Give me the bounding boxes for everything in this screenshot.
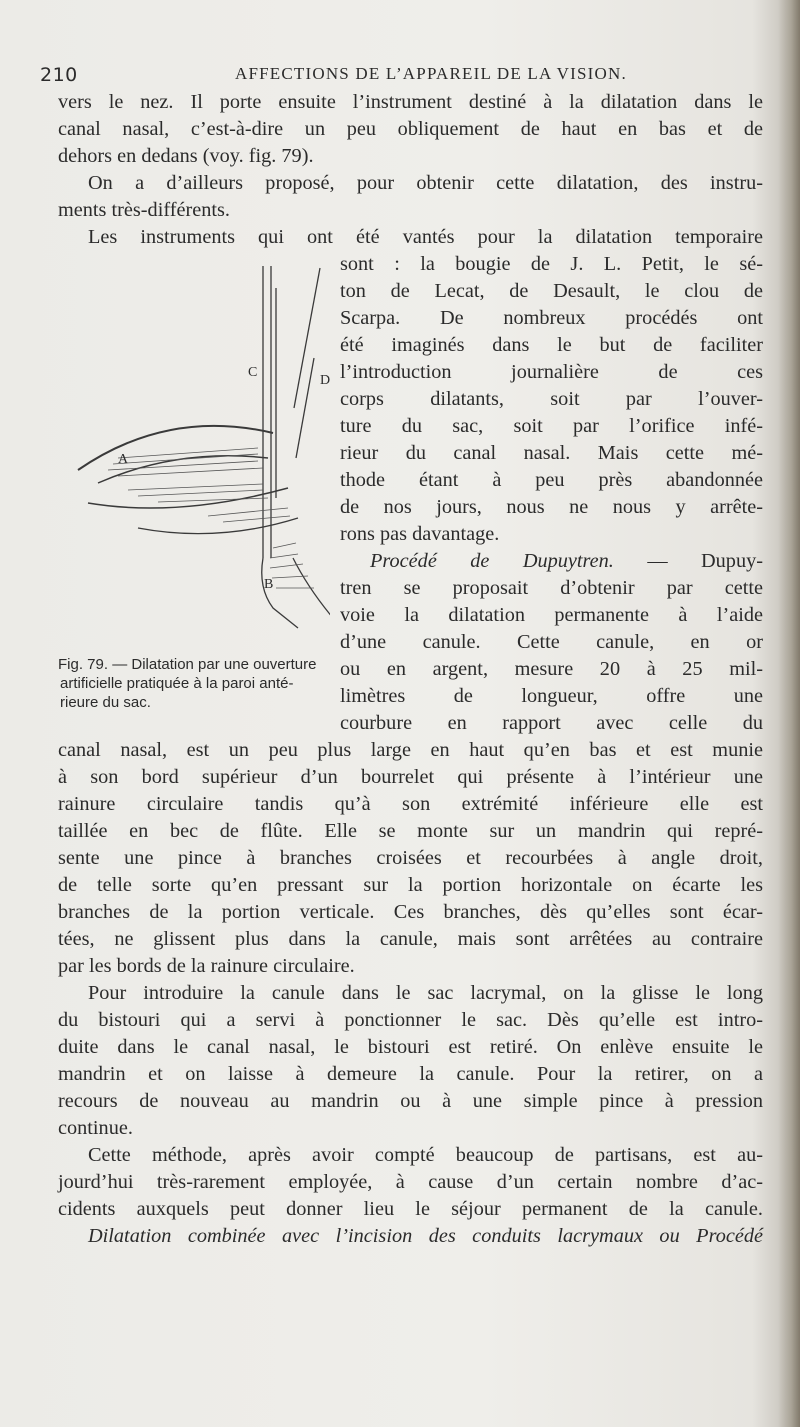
- text-line: Cette méthode, après avoir compté beaucoup de partisans, est au-: [88, 1144, 763, 1166]
- text-line: recours de nouveau au mandrin ou à une simple pince à pression: [58, 1090, 763, 1112]
- text-line: ou en argent, mesure 20 à 25 mil-: [340, 658, 763, 680]
- instrument-d: [294, 268, 320, 408]
- text-line: ton de Lecat, de Desault, le clou de: [340, 280, 763, 302]
- text-line: ture du sac, soit par l’orifice infé-: [340, 415, 763, 437]
- figure-79-illustration: [58, 258, 330, 638]
- figure-caption-line: artificielle pratiquée à la paroi anté-: [60, 675, 294, 692]
- text-line: Dilatation combinée avec l’incision des conduits lacrymaux ou Procédé: [88, 1225, 763, 1247]
- text-line: voie la dilatation permanente à l’aide: [340, 604, 763, 626]
- running-title: AFFECTIONS DE L’APPAREIL DE LA VISION.: [235, 64, 627, 83]
- page-number: 210: [40, 64, 78, 86]
- text-line: été imaginés dans le but de faciliter: [340, 334, 763, 356]
- text-line: de nos jours, nous ne nous y arrête-: [340, 496, 763, 518]
- text-line: tren se proposait d’obtenir par cette: [340, 577, 763, 599]
- text-line: ments très-différents.: [58, 199, 230, 221]
- text-line: cidents auxquels peut donner lieu le séjour permanent de la canule.: [58, 1198, 763, 1220]
- figure-caption-line: Fig. 79. — Dilatation par une ouverture: [58, 656, 317, 673]
- text-line: rons pas davantage.: [340, 523, 500, 545]
- text-line: de telle sorte qu’en pressant sur la portion horizontale on écarte les: [58, 874, 763, 896]
- text-line: dehors en dedans (voy. fig. 79).: [58, 145, 314, 167]
- text-line: canal nasal, est un peu plus large en haut qu’en bas et est munie: [58, 739, 763, 761]
- text-line: par les bords de la rainure circulaire.: [58, 955, 355, 977]
- text-line: rainure circulaire tandis qu’à son extrémité inférieure elle est: [58, 793, 763, 815]
- text-line: Pour introduire la canule dans le sac lacrymal, on la glisse le long: [88, 982, 763, 1004]
- text-line: mandrin et on laisse à demeure la canule. Pour la retirer, on a: [58, 1063, 763, 1085]
- text-line: l’introduction journalière de ces: [340, 361, 763, 383]
- text-line: limètres de longueur, offre une: [340, 685, 763, 707]
- text-line: corps dilatants, soit par l’ouver-: [340, 388, 763, 410]
- text-line: jourd’hui très-rarement employée, à cause d’un certain nombre d’ac-: [58, 1171, 763, 1193]
- text-line: Les instruments qui ont été vantés pour la dilatation temporaire: [88, 226, 763, 248]
- text-line: d’une canule. Cette canule, en or: [340, 631, 763, 653]
- text-line: taillée en bec de flûte. Elle se monte sur un mandrin qui repré-: [58, 820, 763, 842]
- text-line: canal nasal, c’est-à-dire un peu obliquement de haut en bas et de: [58, 118, 763, 140]
- text-line-italic-heading: [370, 548, 763, 575]
- page-edge-shadow: [778, 0, 800, 1427]
- label-b: B: [264, 577, 274, 592]
- text-line: On a d’ailleurs proposé, pour obtenir cette dilatation, des instru-: [88, 172, 763, 194]
- text-line: sente une pince à branches croisées et recourbées à angle droit,: [58, 847, 763, 869]
- figure-caption-line: rieure du sac.: [60, 694, 151, 711]
- text-line: sont : la bougie de J. L. Petit, le sé-: [340, 253, 763, 275]
- label-d: D: [320, 373, 330, 388]
- text-line: thode étant à peu près abandonnée: [340, 469, 763, 491]
- text-line: Scarpa. De nombreux procédés ont: [340, 307, 763, 329]
- text-line: du bistouri qui a servi à ponctionner le sac. Dès qu’elle est intro-: [58, 1009, 763, 1031]
- label-c: C: [248, 365, 258, 380]
- text-line: duite dans le canal nasal, le bistouri est retiré. On enlève ensuite le: [58, 1036, 763, 1058]
- text-line: tées, ne glissent plus dans la canule, mais sont arrêtées au contraire: [58, 928, 763, 950]
- text-line: vers le nez. Il porte ensuite l’instrument destiné à la dilatation dans le: [58, 91, 763, 113]
- text-line: Procédé de Dupuytren. — Dupuy-: [370, 550, 763, 572]
- text-line: courbure en rapport avec celle du: [340, 712, 763, 734]
- text-line: branches de la portion verticale. Ces branches, dès qu’elles sont écar-: [58, 901, 763, 923]
- text-line: à son bord supérieur d’un bourrelet qui présente à l’intérieur une: [58, 766, 763, 788]
- label-a: A: [118, 452, 129, 467]
- text-line: continue.: [58, 1117, 133, 1139]
- text-line: rieur du canal nasal. Mais cette mé-: [340, 442, 763, 464]
